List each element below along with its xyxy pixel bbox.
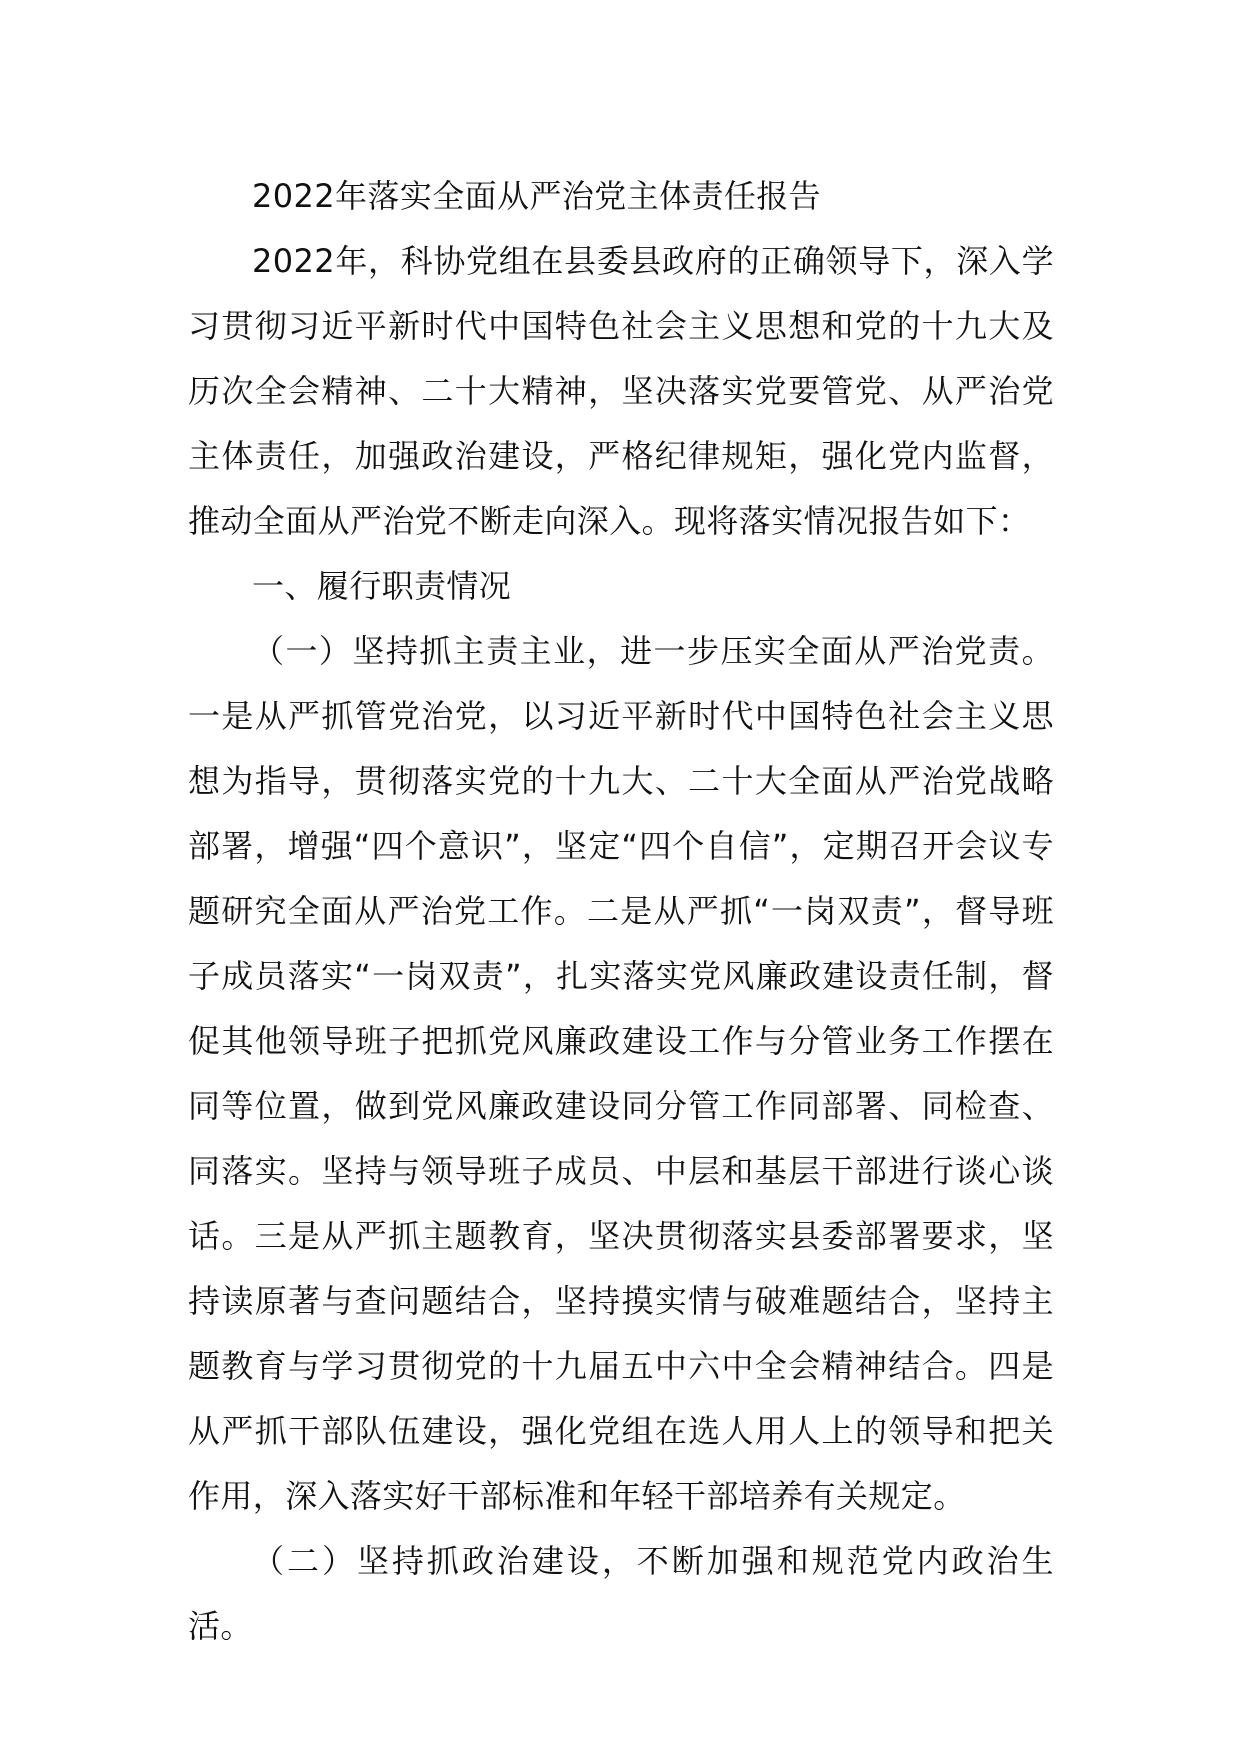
paragraph-subsection-2: （二）坚持抓政治建设，不断加强和规范党内政治生活。: [188, 1542, 1054, 1645]
document-title: 2022年落实全面从严治党主体责任报告: [252, 177, 822, 215]
document-body: [188, 164, 1054, 1659]
paragraph-subsection-1: （一）坚持抓主责主业，进一步压实全面从严治党责。一是从严抓管党治党，以习近平新时代中国特色社会主义思想为指导，贯彻落实党的十九大、二十大全面从严治党战略部署，增强“四个意识”，坚定“四个自信”，定期召开会议专题研究全面从严治党工作。二是从严抓“一岗双责”，督导班子成员落实“一岗双责”，扎实落实党风廉政建设责任制，督促其他领导班子把抓党风廉政建设工作与分管业务工作摆在同等位置，做到党风廉政建设同分管工作同部署、同检查、同落实。坚持与领导班子成员、中层和基层干部进行谈心谈话。三是从严抓主题教育，坚决贯彻落实县委部署要求，坚持读原著与查问题结合，坚持摸实情与破难题结合，坚持主题教育与学习贯彻党的十九届五中六中全会精神结合。四是从严抓干部队伍建设，强化党组在选人用人上的领导和把关作用，深入落实好干部标准和年轻干部培养有关规定。: [188, 632, 1054, 1515]
section-heading-1: 一、履行职责情况: [252, 567, 512, 605]
paragraph-intro: 2022年，科协党组在县委县政府的正确领导下，深入学习贯彻习近平新时代中国特色社会主义思想和党的十九大及历次全会精神、二十大精神，坚决落实党要管党、从严治党主体责任，加强政治建设，严格纪律规矩，强化党内监督，推动全面从严治党不断走向深入。现将落实情况报告如下：: [188, 242, 1054, 540]
